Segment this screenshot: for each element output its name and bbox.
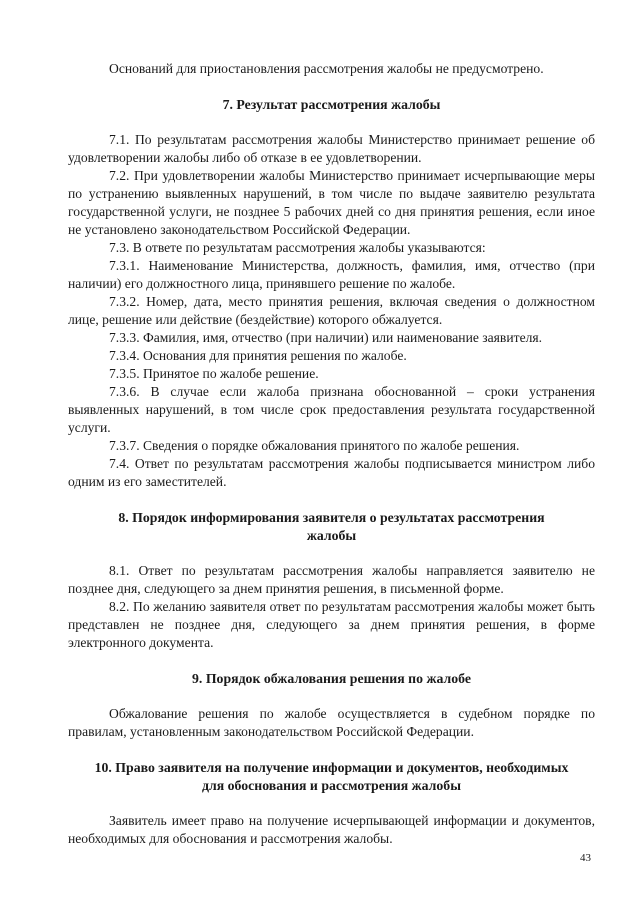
- intro-paragraph: Оснований для приостановления рассмотрения жалобы не предусмотрено.: [109, 61, 544, 76]
- paragraph-7-4: 7.4. Ответ по результатам рассмотрения жалобы подписывается министром либо одним из его заместителей.: [68, 456, 595, 489]
- paragraph-9: Обжалование решения по жалобе осуществляется в судебном порядке по правилам, установленным законодательством Российской Федерации.: [68, 706, 595, 739]
- section-7-heading: 7. Результат рассмотрения жалобы: [222, 97, 441, 112]
- paragraph-7-3-6: 7.3.6. В случае если жалоба признана обоснованной – сроки устранения выявленных нарушений, в том числе срок предоставления результата государственной услуги.: [68, 384, 595, 435]
- paragraph-7-1: 7.1. По результатам рассмотрения жалобы Министерство принимает решение об удовлетворении жалобы либо об отказе в ее удовлетворении.: [68, 132, 595, 165]
- section-9-heading: 9. Порядок обжалования решения по жалобе: [192, 671, 471, 686]
- section-8-heading: [68, 509, 595, 545]
- paragraph-7-3-5: 7.3.5. Принятое по жалобе решение.: [109, 366, 319, 381]
- section-10-heading-line1: 10. Право заявителя на получение информации и документов, необходимых: [94, 760, 569, 775]
- section-10-heading-line2: для обоснования и рассмотрения жалобы: [202, 778, 461, 793]
- paragraph-8-2: 8.2. По желанию заявителя ответ по результатам рассмотрения жалобы может быть представлен не позднее дня, следующего за днем принятия решения, в форме электронного документа.: [68, 599, 595, 650]
- paragraph-7-3-4: 7.3.4. Основания для принятия решения по жалобе.: [109, 348, 407, 363]
- paragraph-7-3-7: 7.3.7. Сведения о порядке обжалования принятого по жалобе решения.: [109, 438, 520, 453]
- paragraph-7-3-1: 7.3.1. Наименование Министерства, должность, фамилия, имя, отчество (при наличии) его должностного лица, принявшего решение по жалобе.: [68, 258, 595, 291]
- paragraph-7-2: 7.2. При удовлетворении жалобы Министерство принимает исчерпывающие меры по устранению выявленных нарушений, в том числе по выдаче заявителю результата государственной услуги, не позднее 5 рабочих дней со дня принятия решения, если иное не установлено законодательством Российской Федерации.: [68, 168, 595, 237]
- paragraph-8-1: 8.1. Ответ по результатам рассмотрения жалобы направляется заявителю не позднее дня, следующего за днем принятия решения, в письменной форме.: [68, 563, 595, 596]
- paragraph-7-3-3: 7.3.3. Фамилия, имя, отчество (при наличии) или наименование заявителя.: [109, 330, 543, 345]
- section-8-heading-line2: жалобы: [306, 528, 357, 543]
- section-10-heading: [68, 759, 595, 795]
- paragraph-7-3-2: 7.3.2. Номер, дата, место принятия решения, включая сведения о должностном лице, решение или действие (бездействие) которого обжалуется.: [68, 294, 595, 327]
- section-8-heading-line1: 8. Порядок информирования заявителя о результатах рассмотрения: [118, 510, 545, 525]
- paragraph-7-3: 7.3. В ответе по результатам рассмотрения жалобы указываются:: [109, 240, 486, 255]
- paragraph-10: Заявитель имеет право на получение исчерпывающей информации и документов, необходимых для обоснования и рассмотрения жалобы.: [68, 813, 595, 846]
- page-content: [68, 60, 595, 848]
- page-number: 43: [580, 852, 591, 864]
